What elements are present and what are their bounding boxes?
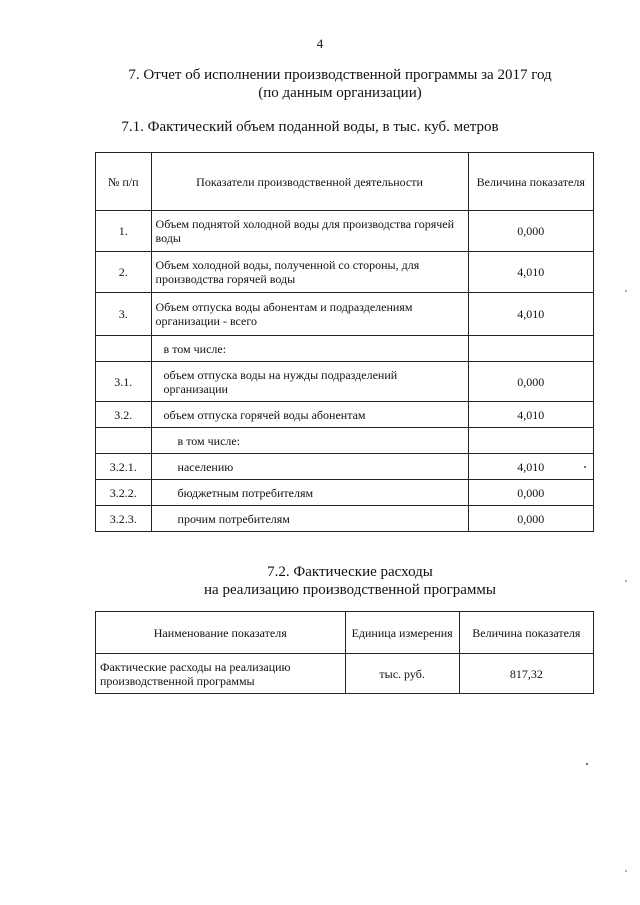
section-7-title-line1: 7. Отчет об исполнении производственной программы за 2017 год: [128, 67, 552, 83]
row-num: [96, 428, 152, 454]
row-value: [468, 428, 593, 454]
table-row: [96, 480, 594, 506]
row-name: Фактические расходы на реализацию производственной программы: [96, 654, 346, 694]
table-row: [96, 336, 594, 362]
row-value: 0,000: [468, 362, 593, 402]
table-row: [96, 654, 594, 694]
table-row: [96, 362, 594, 402]
scan-speck: [584, 466, 586, 468]
row-value: 4,010: [468, 252, 593, 293]
row-name: объем отпуска воды на нужды подразделений организации: [151, 362, 468, 402]
section-72-title-line2: на реализацию производственной программы: [204, 582, 496, 598]
header-name: Наименование показателя: [96, 612, 346, 654]
row-name: Объем холодной воды, полученной со стороны, для производства горячей воды: [151, 252, 468, 293]
scan-speck: [625, 580, 627, 582]
row-unit: тыс. руб.: [345, 654, 459, 694]
scan-speck: [625, 290, 627, 292]
row-value: 817,32: [459, 654, 593, 694]
header-unit: Единица измерения: [345, 612, 459, 654]
section-7-title: [40, 66, 640, 102]
row-name: в том числе:: [151, 336, 468, 362]
header-num: № п/п: [96, 153, 152, 211]
table-row: [96, 252, 594, 293]
row-num: 2.: [96, 252, 152, 293]
table-header-row: [96, 612, 594, 654]
header-value: Величина показателя: [459, 612, 593, 654]
water-volume-table: [95, 152, 594, 532]
table-row: [96, 506, 594, 532]
section-71-title: 7.1. Фактический объем поданной воды, в тыс. куб. метров: [121, 119, 499, 135]
scan-speck: [586, 763, 588, 765]
table-row: [96, 293, 594, 336]
row-name: населению: [151, 454, 468, 480]
row-name: Объем поднятой холодной воды для производства горячей воды: [151, 211, 468, 252]
row-value: 4,010: [468, 293, 593, 336]
row-value: 0,000: [468, 211, 593, 252]
row-name: в том числе:: [151, 428, 468, 454]
row-num: 3.1.: [96, 362, 152, 402]
row-num: [96, 336, 152, 362]
row-value: 4,010: [468, 454, 593, 480]
table-row: [96, 402, 594, 428]
table-header-row: [96, 153, 594, 211]
section-7-title-line2: (по данным организации): [258, 85, 422, 101]
table-row: [96, 454, 594, 480]
row-num: 3.2.3.: [96, 506, 152, 532]
row-name: бюджетным потребителям: [151, 480, 468, 506]
header-indicator: Показатели производственной деятельности: [151, 153, 468, 211]
row-num: 3.: [96, 293, 152, 336]
row-name: Объем отпуска воды абонентам и подразделениям организации - всего: [151, 293, 468, 336]
row-name: прочим потребителям: [151, 506, 468, 532]
section-72-title-line1: 7.2. Фактические расходы: [267, 564, 433, 580]
row-num: 3.2.2.: [96, 480, 152, 506]
expenses-table: [95, 611, 594, 694]
row-name: объем отпуска горячей воды абонентам: [151, 402, 468, 428]
table-row: [96, 211, 594, 252]
row-value: 0,000: [468, 480, 593, 506]
section-72-title: [0, 563, 640, 599]
row-value: 0,000: [468, 506, 593, 532]
row-num: 1.: [96, 211, 152, 252]
page-number: 4: [316, 36, 324, 51]
scan-speck: [625, 870, 627, 872]
row-value: [468, 336, 593, 362]
row-num: 3.2.: [96, 402, 152, 428]
header-value: Величина показателя: [468, 153, 593, 211]
row-num: 3.2.1.: [96, 454, 152, 480]
table-row: [96, 428, 594, 454]
row-value: 4,010: [468, 402, 593, 428]
